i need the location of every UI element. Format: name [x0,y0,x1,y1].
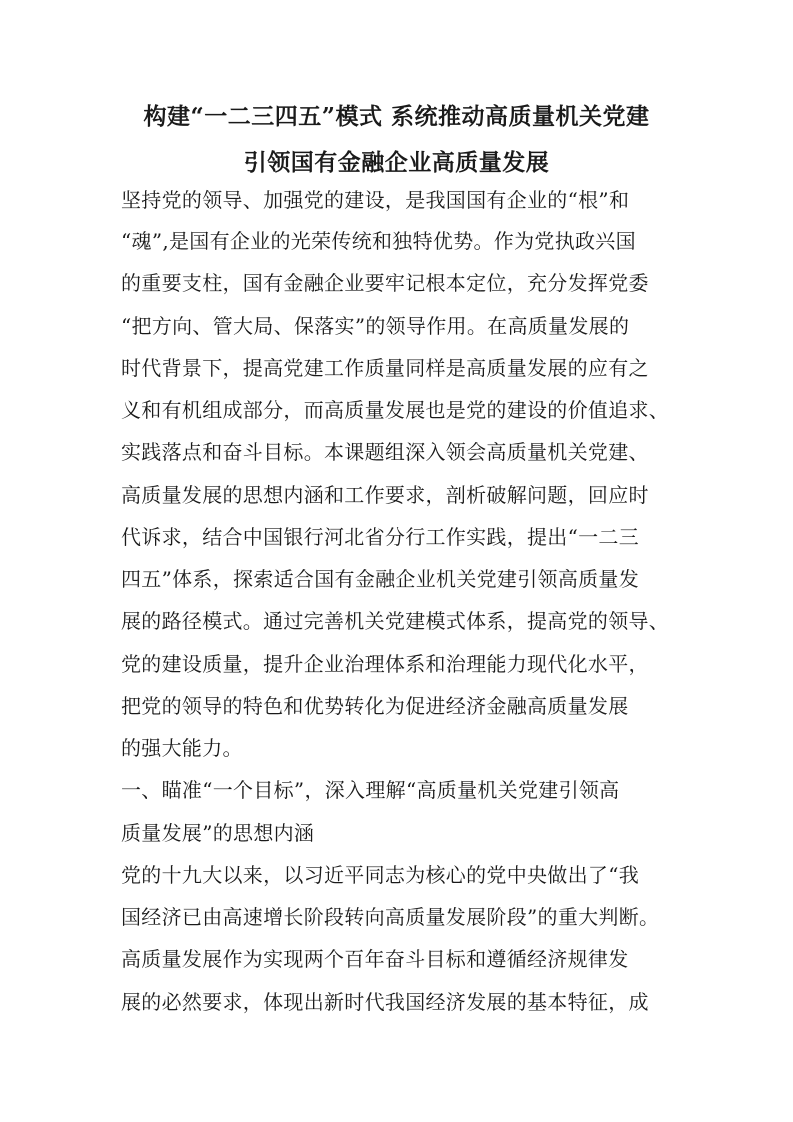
body-line-12: 党的建设质量，提升企业治理体系和治理能力现代化水平， [121,652,649,676]
body-line-5: 时代背景下，提高党建工作质量同样是高质量发展的应有之 [121,356,649,380]
body-line-11: 展的路径模式。通过完善机关党建模式体系，提高党的领导、 [121,609,670,633]
body-line-1: 坚持党的领导、加强党的建设，是我国国有企业的“根”和 [121,188,630,212]
body-line-8: 高质量发展的思想内涵和工作要求，剖析破解问题，回应时 [121,483,649,507]
body-line-10: 四五”体系，探索适合国有金融企业机关党建引领高质量发 [121,567,640,591]
body-line-20: 展的必然要求，体现出新时代我国经济发展的基本特征，成 [121,990,649,1014]
body-line-17: 党的十九大以来，以习近平同志为核心的党中央做出了“我 [121,863,640,887]
body-line-3: 的重要支柱，国有金融企业要牢记根本定位，充分发挥党委 [121,271,649,295]
section-heading-line-1: 一、瞄准“一个目标”，深入理解“高质量机关党建引领高 [121,778,620,802]
body-line-6: 义和有机组成部分，而高质量发展也是党的建设的价值追求、 [121,398,670,422]
document-title-line-1: 构建“一二三四五”模式 系统推动高质量机关党建 [143,103,650,130]
body-line-19: 高质量发展作为实现两个百年奋斗目标和遵循经济规律发 [121,947,629,971]
body-line-9: 代诉求，结合中国银行河北省分行工作实践，提出“一二三 [121,525,640,549]
body-line-7: 实践落点和奋斗目标。本课题组深入领会高质量机关党建、 [121,440,649,464]
body-line-18: 国经济已由高速增长阶段转向高质量发展阶段”的重大判断。 [121,905,660,929]
body-line-13: 把党的领导的特色和优势转化为促进经济金融高质量发展 [121,694,629,718]
body-line-2: “魂”,是国有企业的光荣传统和独特优势。作为党执政兴国 [121,229,636,253]
body-line-4: “把方向、管大局、保落实”的领导作用。在高质量发展的 [121,314,630,338]
section-heading-line-2: 质量发展”的思想内涵 [121,821,315,845]
document-title-line-2: 引领国有金融企业高质量发展 [243,149,550,176]
body-line-14: 的强大能力。 [121,736,243,760]
